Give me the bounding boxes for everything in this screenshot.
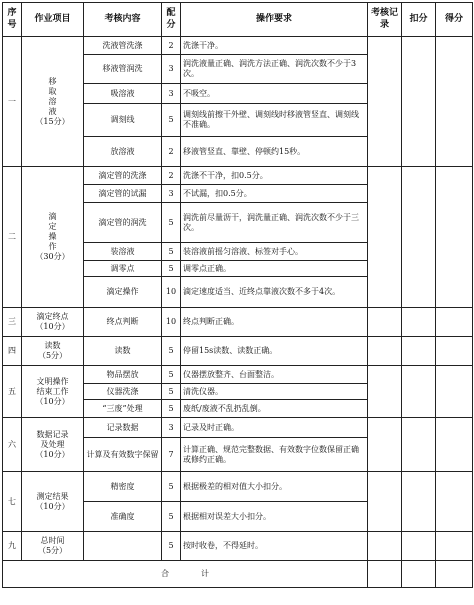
content-cell: 终点判断: [84, 308, 162, 337]
content-cell: 调零点: [84, 261, 162, 277]
seq-cell: 一: [3, 37, 22, 167]
got-cell[interactable]: [436, 532, 473, 561]
table-row: [3, 532, 473, 561]
record-cell[interactable]: [368, 532, 402, 561]
content-cell: 物品摆放: [84, 366, 162, 384]
score-cell: 2: [162, 167, 181, 185]
content-cell: [84, 532, 162, 561]
header-project: 作业项目: [22, 3, 84, 37]
project-cell: [22, 366, 84, 418]
got-cell[interactable]: [436, 337, 473, 366]
deduct-cell[interactable]: [402, 167, 436, 308]
requirement-cell: 清洗仪器。: [181, 384, 368, 400]
seq-cell: 三: [3, 308, 22, 337]
header-got: 得分: [436, 3, 473, 37]
requirement-cell: 移液管竖直、靠壁、停顿约15秒。: [181, 137, 368, 167]
score-cell: 5: [162, 243, 181, 261]
seq-cell: 七: [3, 472, 22, 532]
content-cell: 滴定管的试漏: [84, 185, 162, 203]
score-cell: 5: [162, 502, 181, 532]
requirement-cell: 不试漏，扣0.5分。: [181, 185, 368, 203]
content-cell: 吸溶液: [84, 84, 162, 104]
requirement-cell: 仪器摆放整齐、台面整洁。: [181, 366, 368, 384]
seq-cell: 九: [3, 532, 22, 561]
requirement-cell: 根据极差的相对值大小扣分。: [181, 472, 368, 502]
requirement-cell: 洗涤干净。: [181, 37, 368, 55]
project-line: 操: [48, 232, 57, 241]
header-seq: 序号: [3, 3, 22, 37]
header-deduct: 扣分: [402, 3, 436, 37]
score-cell: 2: [162, 137, 181, 167]
got-cell[interactable]: [436, 472, 473, 532]
deduct-cell[interactable]: [402, 366, 436, 418]
header-record: 考核记录: [368, 3, 402, 37]
requirement-cell: 调刻线前擦干外壁、调刻线时移液管竖直、调刻线不准确。: [181, 104, 368, 137]
project-line: （10分）: [35, 449, 70, 459]
requirement-cell: 终点判断正确。: [181, 308, 368, 337]
header-row: [3, 3, 473, 37]
project-line: 作: [48, 242, 57, 251]
deduct-cell[interactable]: [402, 472, 436, 532]
deduct-cell[interactable]: [402, 308, 436, 337]
project-line: 滴定终点: [36, 312, 69, 321]
total-record-cell[interactable]: [368, 561, 402, 588]
total-deduct-cell[interactable]: [402, 561, 436, 588]
project-line: 定: [48, 222, 57, 231]
requirement-cell: 废纸/废液不乱扔乱倒。: [181, 400, 368, 418]
seq-cell: 四: [3, 337, 22, 366]
score-cell: 5: [162, 472, 181, 502]
record-cell[interactable]: [368, 366, 402, 418]
project-cell: [22, 337, 84, 366]
project-line: 及处理: [40, 439, 65, 449]
total-got-cell[interactable]: [436, 561, 473, 588]
project-line: 结束工作: [36, 386, 69, 396]
scoring-sheet: [0, 2, 474, 605]
requirement-cell: 润洗前尽量沥干，润洗量正确、润洗次数不少于三次。: [181, 203, 368, 243]
table-row: [3, 366, 473, 384]
record-cell[interactable]: [368, 167, 402, 308]
table-row: [3, 472, 473, 502]
project-line: 移: [48, 76, 57, 86]
score-cell: 5: [162, 532, 181, 561]
requirement-cell: 调零点正确。: [181, 261, 368, 277]
score-cell: 10: [162, 308, 181, 337]
score-cell: 7: [162, 438, 181, 472]
score-cell: 5: [162, 337, 181, 366]
seq-cell: 五: [3, 366, 22, 418]
table-row: [3, 418, 473, 438]
content-cell: 读数: [84, 337, 162, 366]
project-line: （10分）: [35, 501, 70, 511]
got-cell[interactable]: [436, 167, 473, 308]
project-line: 读数: [44, 341, 61, 350]
project-cell: [22, 532, 84, 561]
record-cell[interactable]: [368, 472, 402, 532]
got-cell[interactable]: [436, 308, 473, 337]
project-line: 测定结果: [36, 491, 69, 501]
record-cell[interactable]: [368, 308, 402, 337]
table-row: [3, 167, 473, 185]
scoring-table: [2, 2, 473, 588]
deduct-cell[interactable]: [402, 532, 436, 561]
content-cell: 计算及有效数字保留: [84, 438, 162, 472]
content-cell: 滴定操作: [84, 277, 162, 308]
total-label: 合 计: [3, 561, 368, 588]
content-cell: 滴定管的润洗: [84, 203, 162, 243]
project-line: （10分）: [35, 322, 70, 331]
score-cell: 5: [162, 366, 181, 384]
project-cell: [22, 308, 84, 337]
score-cell: 5: [162, 400, 181, 418]
score-cell: 5: [162, 261, 181, 277]
header-requirement: 操作要求: [181, 3, 368, 37]
score-cell: 3: [162, 55, 181, 84]
project-line: 总时间: [40, 536, 65, 545]
content-cell: 放溶液: [84, 137, 162, 167]
got-cell[interactable]: [436, 37, 473, 167]
project-line: 滴: [48, 212, 57, 221]
requirement-cell: 装溶液前摇匀溶液、标签对手心。: [181, 243, 368, 261]
score-cell: 3: [162, 84, 181, 104]
project-line: 溶: [48, 96, 57, 106]
got-cell[interactable]: [436, 366, 473, 418]
content-cell: “三废”处理: [84, 400, 162, 418]
project-line: （5分）: [37, 351, 68, 360]
requirement-cell: 根据相对误差大小扣分。: [181, 502, 368, 532]
deduct-cell[interactable]: [402, 337, 436, 366]
requirement-cell: 润洗液量正确、润洗方法正确、润洗次数不少于3次。: [181, 55, 368, 84]
project-line: （10分）: [35, 396, 70, 406]
content-cell: 滴定管的洗涤: [84, 167, 162, 185]
project-cell: [22, 418, 84, 472]
header-score: 配分: [162, 3, 181, 37]
score-cell: 5: [162, 104, 181, 137]
seq-cell: 二: [3, 167, 22, 308]
seq-cell: 六: [3, 418, 22, 472]
got-cell[interactable]: [436, 418, 473, 472]
content-cell: 准确度: [84, 502, 162, 532]
content-cell: 调刻线: [84, 104, 162, 137]
header-content: 考核内容: [84, 3, 162, 37]
score-cell: 5: [162, 203, 181, 243]
project-line: （5分）: [37, 546, 68, 555]
content-cell: 精密度: [84, 472, 162, 502]
project-line: 取: [48, 86, 57, 96]
requirement-cell: 不吸空。: [181, 84, 368, 104]
total-row: [3, 561, 473, 588]
content-cell: 仪器洗涤: [84, 384, 162, 400]
project-line: 文明操作: [36, 376, 69, 386]
score-cell: 3: [162, 185, 181, 203]
project-line: （15分）: [35, 116, 70, 126]
requirement-cell: 计算正确、规范完整数据、有效数字位数保留正确或修约正确。: [181, 438, 368, 472]
table-row: [3, 337, 473, 366]
project-cell: [22, 37, 84, 167]
content-cell: 移液管润洗: [84, 55, 162, 84]
record-cell[interactable]: [368, 337, 402, 366]
score-cell: 10: [162, 277, 181, 308]
score-cell: 5: [162, 384, 181, 400]
requirement-cell: 洗涤不干净，扣0.5分。: [181, 167, 368, 185]
table-row: [3, 37, 473, 55]
project-line: 数据记录: [36, 429, 69, 439]
content-cell: 洗液管洗涤: [84, 37, 162, 55]
record-cell[interactable]: [368, 418, 402, 472]
requirement-cell: 滴定速度适当、近终点靠液次数不多于4次。: [181, 277, 368, 308]
project-cell: [22, 472, 84, 532]
project-line: （30分）: [35, 252, 70, 261]
score-cell: 2: [162, 37, 181, 55]
content-cell: 装溶液: [84, 243, 162, 261]
requirement-cell: 按时收卷，不得延时。: [181, 532, 368, 561]
project-cell: [22, 167, 84, 308]
record-cell[interactable]: [368, 37, 402, 167]
requirement-cell: 记录及时正确。: [181, 418, 368, 438]
project-line: 液: [48, 106, 57, 116]
content-cell: 记录数据: [84, 418, 162, 438]
requirement-cell: 停留15s读数、读数正确。: [181, 337, 368, 366]
deduct-cell[interactable]: [402, 418, 436, 472]
table-row: [3, 308, 473, 337]
deduct-cell[interactable]: [402, 37, 436, 167]
score-cell: 3: [162, 418, 181, 438]
